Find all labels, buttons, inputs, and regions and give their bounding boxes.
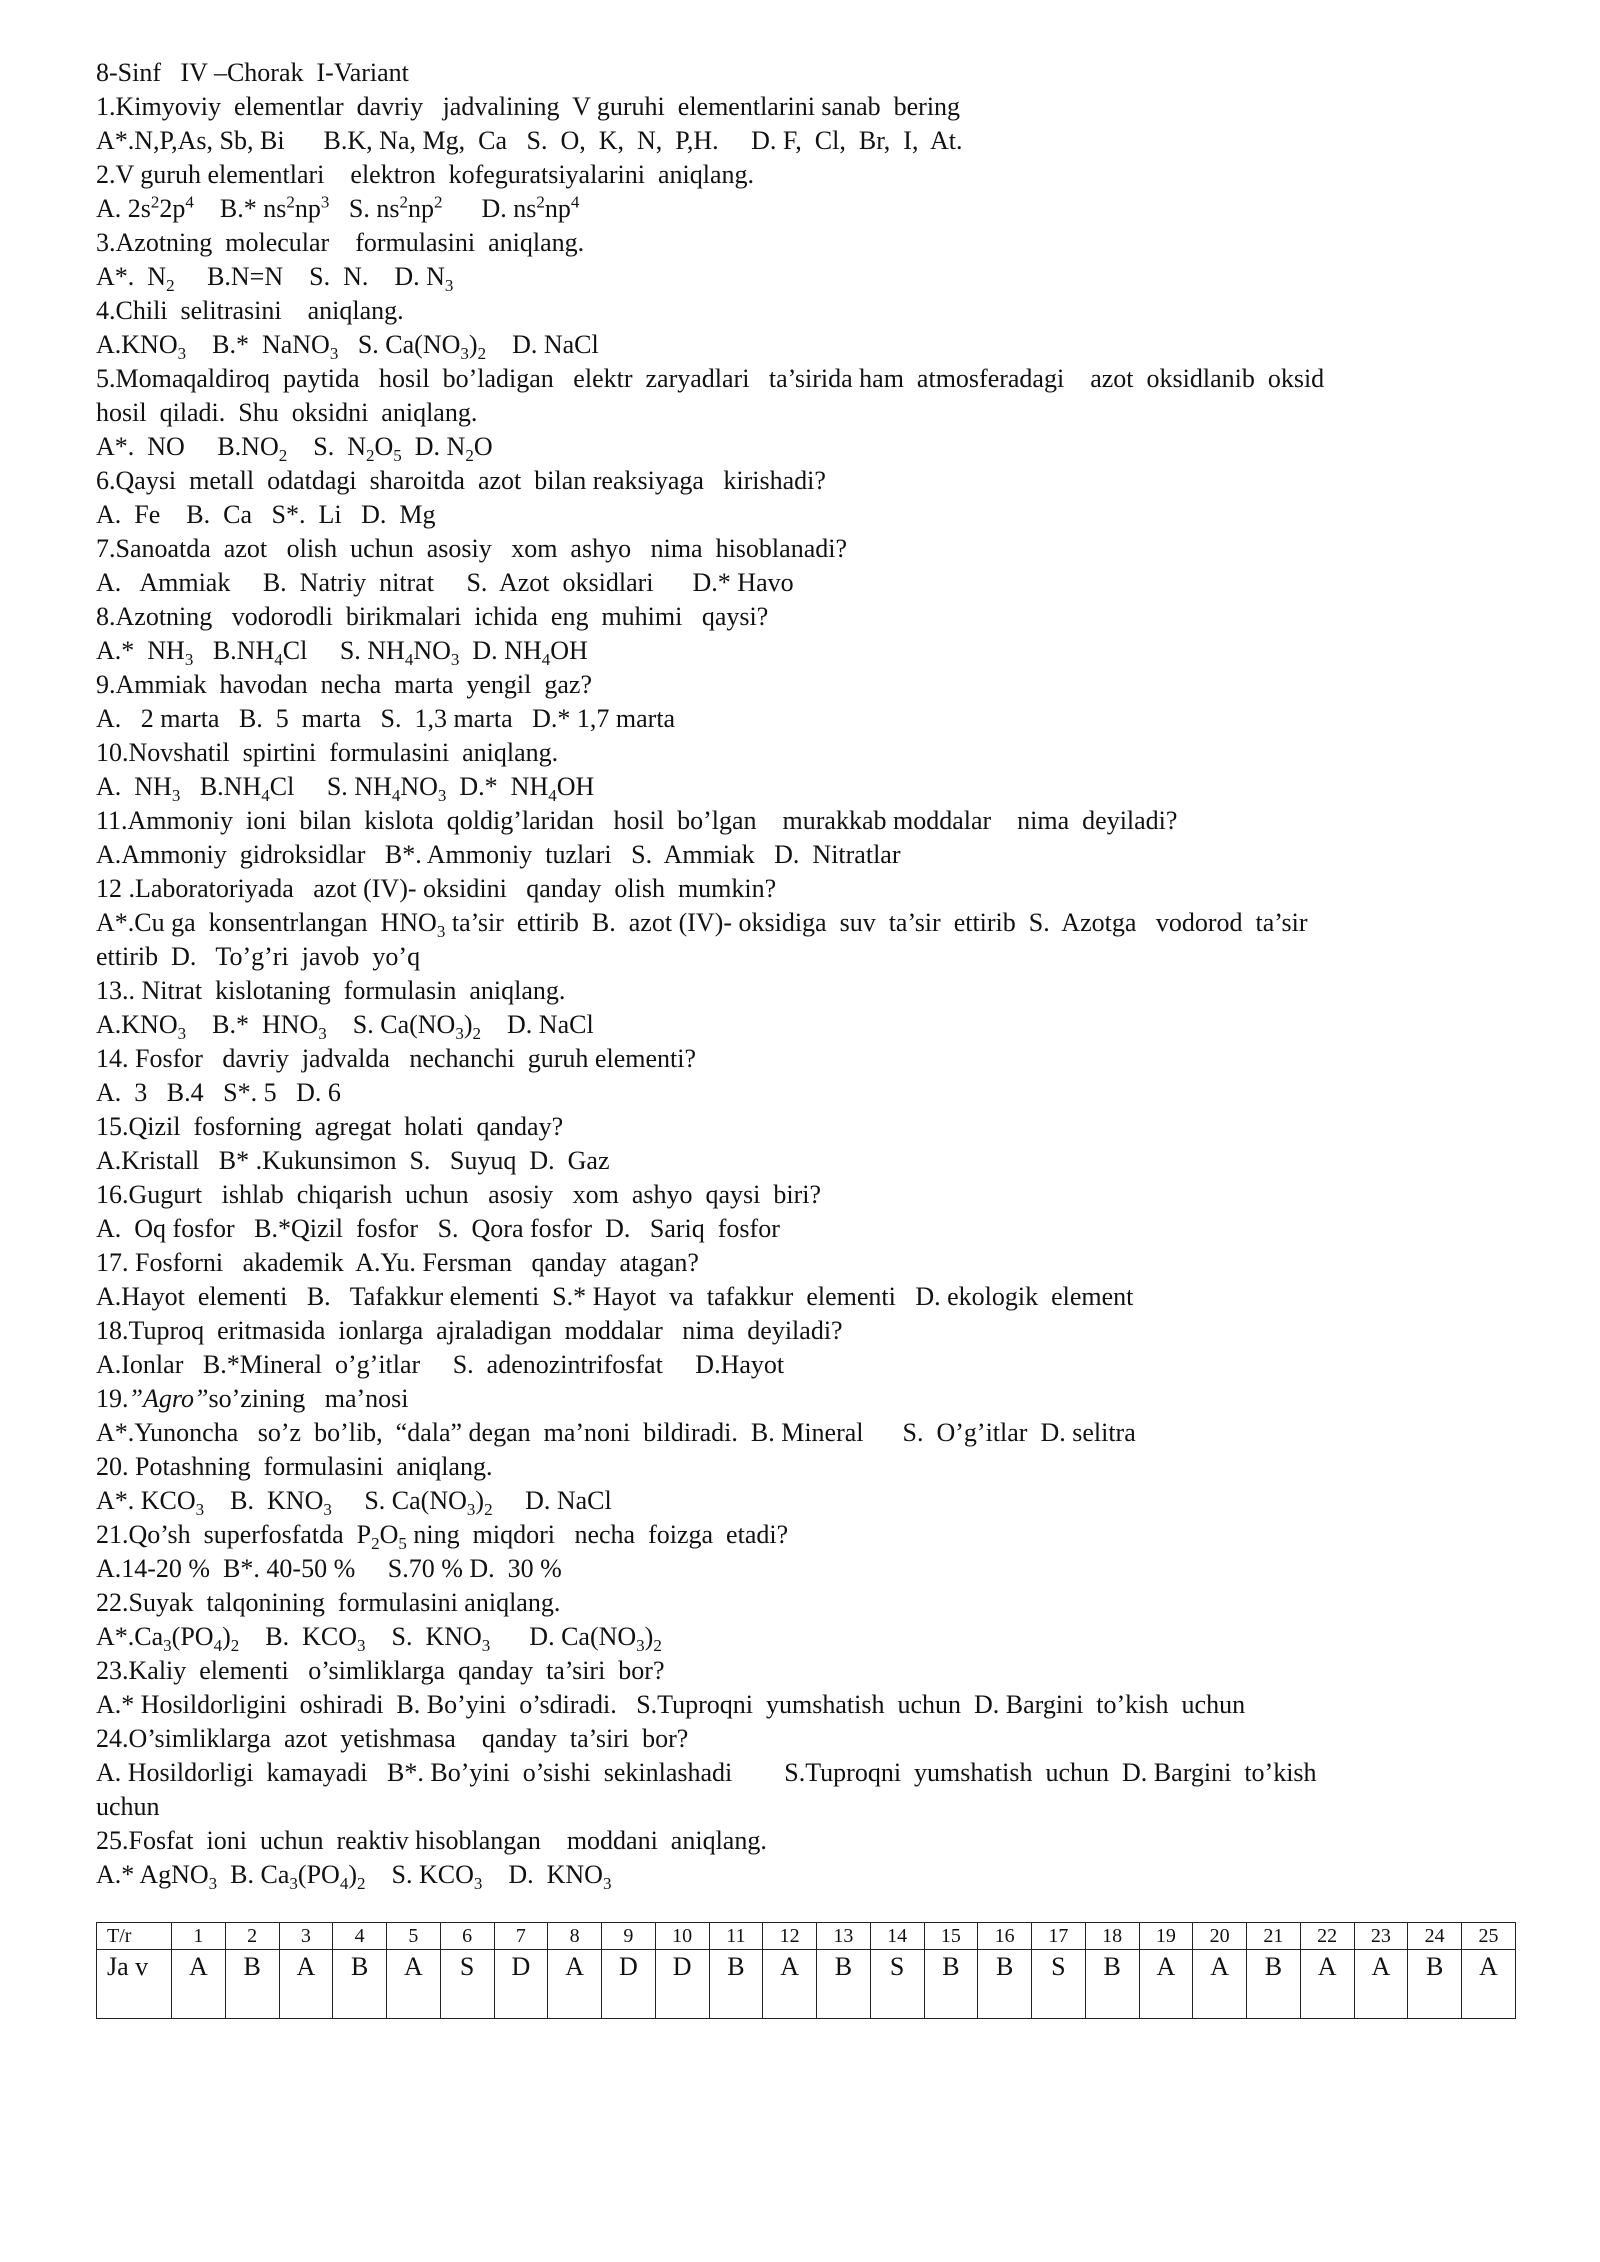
text-line: 8-Sinf IV –Chorak I-Variant [96, 58, 409, 87]
text-line: A.* Hosildorligini oshiradi B. Bo’yini o’sdiradi. S.Tuproqni yumshatish uchun D. Bargini to’kish uchun [96, 1690, 1246, 1719]
text-line: 23.Kaliy elementi o’simliklarga qanday ta’siri bor? [96, 1656, 665, 1685]
answer-key-answer-cell: A [1300, 1950, 1354, 2019]
text-line: 15.Qizil fosforning agregat holati qanday? [96, 1112, 564, 1141]
answer-key-number-cell: 7 [494, 1923, 548, 1950]
text-line: 10.Novshatil spirtini formulasini aniqlang. [96, 738, 559, 767]
text-line: A. Hosildorligi kamayadi B*. Bo’yini o’sishi sekinlashadi S.Tuproqni yumshatish uchun D. Bargini to’kish [96, 1758, 1317, 1787]
answer-key-answer-cell: B [978, 1950, 1032, 2019]
text-line: A. 2 marta B. 5 marta S. 1,3 marta D.* 1,7 marta [96, 704, 676, 733]
text-line: 24.O’simliklarga azot yetishmasa qanday ta’siri bor? [96, 1724, 689, 1753]
text-line: 20. Potashning formulasini aniqlang. [96, 1452, 493, 1481]
answer-key-answer-cell: B [1408, 1950, 1462, 2019]
answer-key-answer-row [97, 1950, 1516, 2019]
answer-key-number-cell: 13 [817, 1923, 871, 1950]
text-line: $A.KNO_3$ B.* $HNO_3$ S. $Ca(NO_3)_2$ D. NaCl [96, 1010, 594, 1044]
answer-key-number-cell: 8 [548, 1923, 602, 1950]
answer-key-row1-label: T/r [97, 1923, 172, 1950]
text-line: 4.Chili selitrasini aniqlang. [96, 296, 404, 325]
answer-key-answer-cell: A [1139, 1950, 1193, 2019]
answer-key-answer-cell: B [709, 1950, 763, 2019]
answer-key-number-cell: 18 [1085, 1923, 1139, 1950]
text-line: 25.Fosfat ioni uchun reaktiv hisoblangan moddani aniqlang. [96, 1826, 767, 1855]
answer-key-number-cell: 9 [602, 1923, 656, 1950]
answer-key-answer-cell: B [1247, 1950, 1301, 2019]
answer-key-number-cell: 10 [655, 1923, 709, 1950]
text-line: A*. NO $B.NO_2$ S. $N_2O_5$ D. $N_2O$ [96, 432, 493, 466]
text-line: $A*.Ca_3(PO_4)_2$ B. $KCO_3$ S. $KNO_3$ D. $Ca(NO_3)_2$ [96, 1622, 662, 1656]
answer-key-number-cell: 21 [1247, 1923, 1301, 1950]
answer-key-answer-cell: A [172, 1950, 226, 2019]
answer-key-number-cell: 19 [1139, 1923, 1193, 1950]
answer-key-answer-cell: A [387, 1950, 441, 2019]
answer-key-number-cell: 24 [1408, 1923, 1462, 1950]
answer-key-number-cell: 23 [1354, 1923, 1408, 1950]
text-line: uchun [96, 1792, 160, 1821]
answer-key-number-cell: 12 [763, 1923, 817, 1950]
text-line: A.Hayot elementi B. Tafakkur elementi S.* Hayot va tafakkur elementi D. ekologik element [96, 1282, 1134, 1311]
answer-key-answer-cell: A [548, 1950, 602, 2019]
text-line: 17. Fosforni akademik A.Yu. Fersman qanday atagan? [96, 1248, 699, 1277]
answer-key-number-cell: 5 [387, 1923, 441, 1950]
text-line: A. Oq fosfor B.*Qizil fosfor S. Qora fosfor D. Sariq fosfor [96, 1214, 780, 1243]
answer-key-number-cell: 6 [440, 1923, 494, 1950]
text-line: 1.Kimyoviy elementlar davriy jadvalining V guruhi elementlarini sanab bering [96, 92, 961, 121]
answer-key-number-cell: 17 [1032, 1923, 1086, 1950]
answer-key-number-cell: 3 [279, 1923, 333, 1950]
answer-key-answer-cell: B [817, 1950, 871, 2019]
answer-key-number-row [97, 1923, 1516, 1950]
answer-key-number-cell: 25 [1462, 1923, 1516, 1950]
text-line: 12 .Laboratoriyada azot (IV)- oksidini qanday olish mumkin? [96, 874, 777, 903]
answer-key-number-cell: 22 [1300, 1923, 1354, 1950]
text-line: A*.Yunoncha so’z bo’lib, “dala” degan ma’noni bildiradi. B. Mineral S. O’g’itlar D. selitra [96, 1418, 1136, 1447]
text-line: 2.V guruh elementlari elektron kofeguratsiyalarini aniqlang. [96, 160, 754, 189]
test-sheet [96, 56, 1516, 2019]
answer-key-answer-cell: A [279, 1950, 333, 2019]
text-line: A. $2s^22p^4$ B.* $ns^2np^3$ S. $ns^2np^2$ D. $ns^2np^4$ [96, 192, 580, 223]
answer-key-number-cell: 11 [709, 1923, 763, 1950]
answer-key-answer-cell: A [1354, 1950, 1408, 2019]
answer-key-table [96, 1922, 1516, 2019]
text-line: A*. $N_2$ B.N=N S. N. D. $N_3$ [96, 262, 454, 296]
answer-key-answer-cell: A [1193, 1950, 1247, 2019]
text-line: 5.Momaqaldiroq paytida hosil bo’ladigan elektr zaryadlari ta’sirida ham atmosferadagi azot oksidlanib oksid [96, 364, 1325, 393]
text-line: 8.Azotning vodorodli birikmalari ichida eng muhimi qaysi? [96, 602, 769, 631]
text-line: 6.Qaysi metall odatdagi sharoitda azot bilan reaksiyaga kirishadi? [96, 466, 826, 495]
answer-key-answer-cell: S [440, 1950, 494, 2019]
text-line: 19.”Agro”so’zining ma’nosi [96, 1384, 409, 1413]
text-line: A.* AgNO$_3$ B. $Ca_3(PO_4)_2$ S. $KCO_3$ D. $KNO_3$ [96, 1860, 612, 1894]
answer-key-number-cell: 4 [333, 1923, 387, 1950]
text-line: 16.Gugurt ishlab chiqarish uchun asosiy xom ashyo qaysi biri? [96, 1180, 822, 1209]
answer-key-answer-cell: D [655, 1950, 709, 2019]
answer-key-answer-cell: B [1085, 1950, 1139, 2019]
answer-key-answer-cell: B [225, 1950, 279, 2019]
answer-key-answer-cell: A [1462, 1950, 1516, 2019]
answer-key-number-cell: 15 [924, 1923, 978, 1950]
answer-key-number-cell: 16 [978, 1923, 1032, 1950]
text-line: 18.Tuproq eritmasida ionlarga ajraladigan moddalar nima deyiladi? [96, 1316, 843, 1345]
text-line: 3.Azotning molecular formulasini aniqlang. [96, 228, 585, 257]
answer-key-answer-cell: S [1032, 1950, 1086, 2019]
text-line: $A.KNO_3$ B.* NaNO$_3$ S. $Ca(NO_3)_2$ D. NaCl [96, 330, 599, 364]
text-line: hosil qiladi. Shu oksidni aniqlang. [96, 398, 478, 427]
text-line: A. 3 B.4 S*. 5 D. 6 [96, 1078, 341, 1107]
answer-key-answer-cell: B [924, 1950, 978, 2019]
text-line: 14. Fosfor davriy jadvalda nechanchi guruh elementi? [96, 1044, 696, 1073]
question-lines [96, 56, 1516, 1892]
text-line: 9.Ammiak havodan necha marta yengil gaz? [96, 670, 592, 699]
text-line: 13.. Nitrat kislotaning formulasin aniqlang. [96, 976, 566, 1005]
text-line: A.Ionlar B.*Mineral o’g’itlar S. adenozintrifosfat D.Hayot [96, 1350, 785, 1379]
answer-key-answer-cell: D [494, 1950, 548, 2019]
answer-key-number-cell: 1 [172, 1923, 226, 1950]
answer-key-answer-cell: A [763, 1950, 817, 2019]
answer-key-row2-label: Ja v [97, 1950, 172, 2019]
text-line: A.* $NH_3$ $B.NH_4Cl$ S. $NH_4NO_3$ D. $NH_4OH$ [96, 636, 588, 670]
text-line: 22.Suyak talqonining formulasini aniqlang. [96, 1588, 561, 1617]
text-line: A*.N,P,As, Sb, Bi B.K, Na, Mg, Ca S. O, K, N, P,H. D. F, Cl, Br, I, At. [96, 126, 963, 155]
answer-key-answer-cell: S [870, 1950, 924, 2019]
text-line: A. Fe B. Ca S*. Li D. Mg [96, 500, 436, 529]
answer-key-number-cell: 20 [1193, 1923, 1247, 1950]
text-line: A*.Cu ga konsentrlangan $HNO_3$ ta’sir ettirib B. azot (IV)- oksidiga suv ta’sir ettirib S. Azotga vodorod ta’sir [96, 908, 1308, 942]
text-line: A. $NH_3$ $B.NH_4Cl$ S. $NH_4NO_3$ D.* $NH_4OH$ [96, 772, 595, 806]
answer-key-answer-cell: D [602, 1950, 656, 2019]
text-line: 21.Qo’sh superfosfatda $P_2O_5$ ning miqdori necha foizga etadi? [96, 1520, 789, 1554]
text-line: 11.Ammoniy ioni bilan kislota qoldig’laridan hosil bo’lgan murakkab moddalar nima deyiladi? [96, 806, 1178, 835]
text-line: A.Ammoniy gidroksidlar B*. Ammoniy tuzlari S. Ammiak D. Nitratlar [96, 840, 901, 869]
answer-key-answer-cell: B [333, 1950, 387, 2019]
answer-key-number-cell: 2 [225, 1923, 279, 1950]
text-line: A. Ammiak B. Natriy nitrat S. Azot oksidlari D.* Havo [96, 568, 794, 597]
text-line: A.Kristall B* .Kukunsimon S. Suyuq D. Gaz [96, 1146, 610, 1175]
text-line: A.14-20 % B*. 40-50 % S.70 % D. 30 % [96, 1554, 562, 1583]
text-line: A*. $KCO_3$ B. $KNO_3$ S. $Ca(NO_3)_2$ D. NaCl [96, 1486, 612, 1520]
text-line: ettirib D. To’g’ri javob yo’q [96, 942, 421, 971]
text-line: 7.Sanoatda azot olish uchun asosiy xom ashyo nima hisoblanadi? [96, 534, 847, 563]
answer-key-number-cell: 14 [870, 1923, 924, 1950]
